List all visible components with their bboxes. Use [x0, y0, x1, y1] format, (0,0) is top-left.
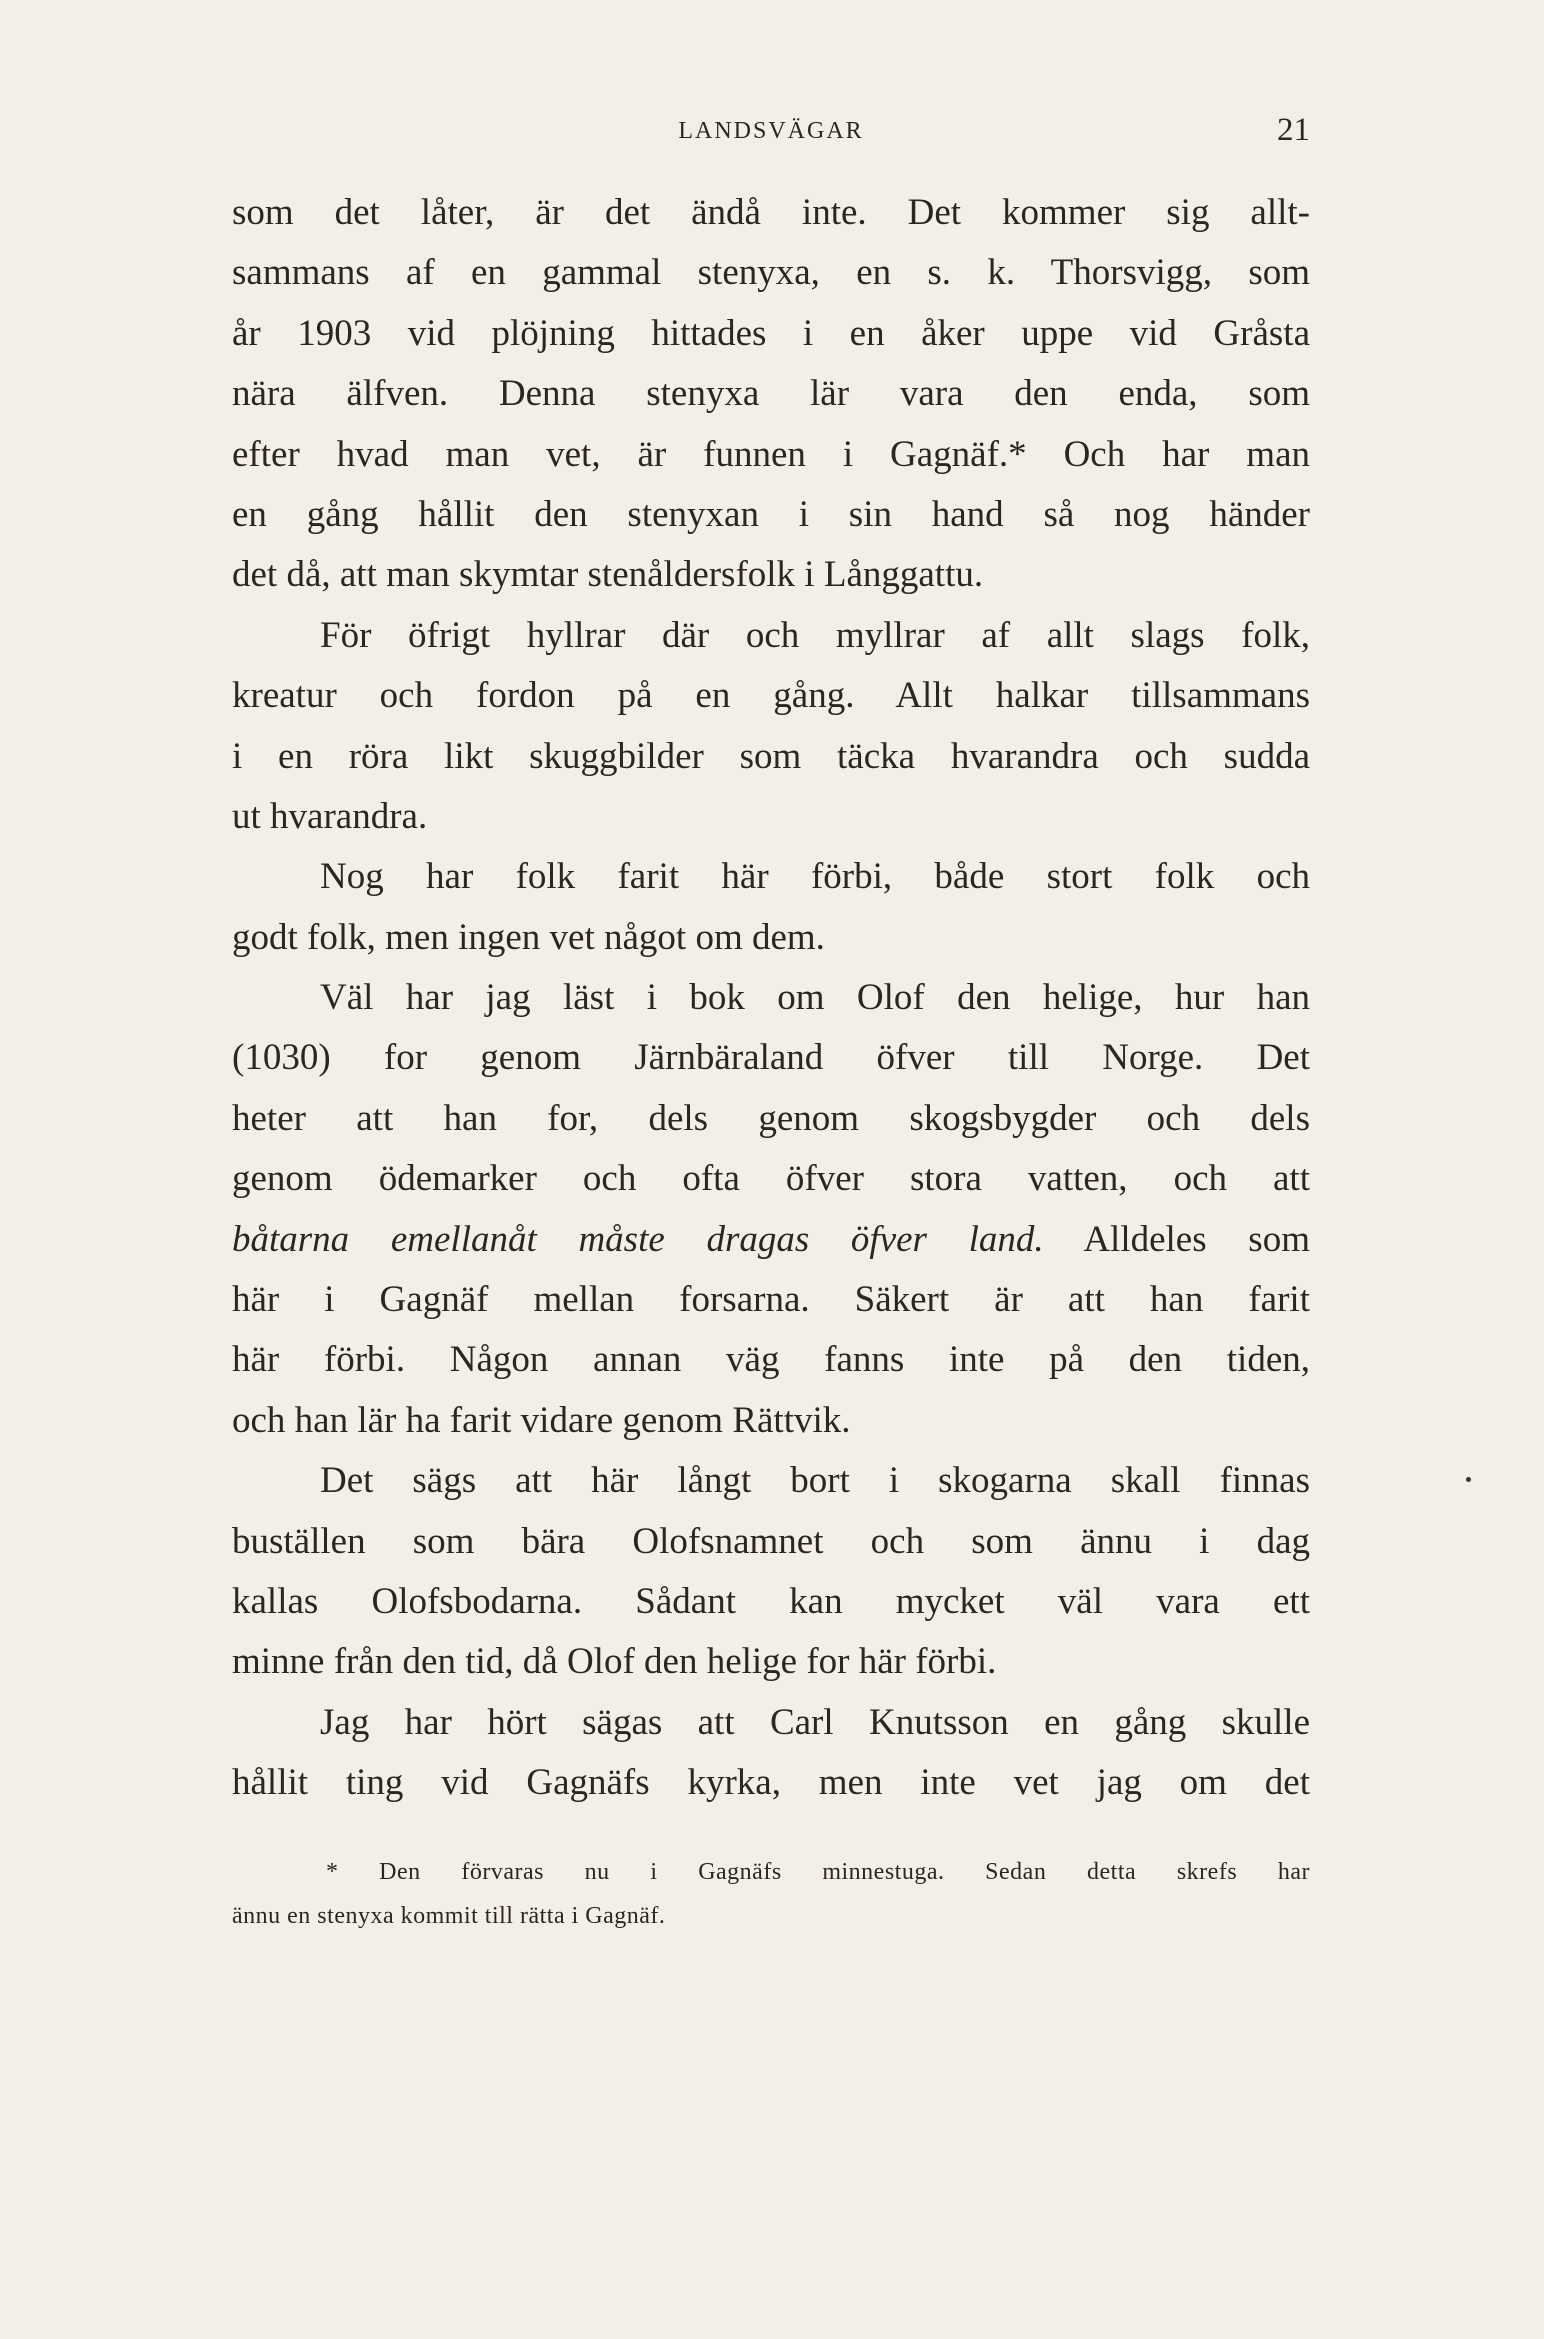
running-title: LANDSVÄGAR: [678, 118, 864, 144]
text-line: kallas Olofsbodarna. Sådant kan mycket väl vara ett: [232, 1580, 1310, 1622]
text-line: genom ödemarker och ofta öfver stora vatten, och att: [232, 1158, 1310, 1200]
text-line: och han lär ha farit vidare genom Rättvik.: [232, 1399, 851, 1441]
text-line: heter att han for, dels genom skogsbygder och dels: [232, 1097, 1310, 1139]
text-line: här förbi. Någon annan väg fanns inte på den tiden,: [232, 1339, 1310, 1381]
text-line: sammans af en gammal stenyxa, en s. k. Thorsvigg, som: [232, 252, 1310, 294]
footnote-line: * Den förvaras nu i Gagnäfs minnestuga. Sedan detta skrefs har: [326, 1859, 1310, 1885]
body-text: [232, 183, 1310, 1814]
text-line: minne från den tid, då Olof den helige for här förbi.: [232, 1641, 997, 1683]
text-line: (1030) for genom Järnbäraland öfver till Norge. Det: [232, 1037, 1310, 1079]
page-number: 21: [1277, 112, 1310, 148]
text-line: kreatur och fordon på en gång. Allt halkar tillsammans: [232, 675, 1310, 717]
text-line: buställen som bära Olofsnamnet och som ännu i dag: [232, 1520, 1310, 1562]
text-line: godt folk, men ingen vet något om dem.: [232, 916, 825, 958]
italic-phrase: båtarna emellanåt måste dragas öfver land.: [232, 1218, 1044, 1260]
text-line: en gång hållit den stenyxan i sin hand så nog händer: [232, 493, 1310, 535]
text-line: efter hvad man vet, är funnen i Gagnäf.* Och har man: [232, 433, 1310, 475]
text-line: det då, att man skymtar stenåldersfolk i Långgattu.: [232, 554, 984, 596]
text-line: För öfrigt hyllrar där och myllrar af allt slags folk,: [320, 614, 1310, 656]
text-line: nära älfven. Denna stenyxa lär vara den enda, som: [232, 373, 1310, 415]
footnote-line: ännu en stenyxa kommit till rätta i Gagnäf.: [232, 1903, 666, 1929]
text-line: år 1903 vid plöjning hittades i en åker uppe vid Gråsta: [232, 312, 1310, 354]
text-line: i en röra likt skuggbilder som täcka hvarandra och sudda: [232, 735, 1310, 777]
line-remainder: Alldeles som: [1043, 1218, 1310, 1260]
text-line: Jag har hört sägas att Carl Knutsson en gång skulle: [320, 1701, 1310, 1743]
text-line: här i Gagnäf mellan forsarna. Säkert är att han farit: [232, 1279, 1310, 1321]
text-line: [232, 1210, 1310, 1270]
footnotes: [232, 1850, 1310, 1938]
text-line: Det sägs att här långt bort i skogarna skall finnas: [320, 1460, 1310, 1502]
text-line: ut hvarandra.: [232, 795, 428, 837]
text-line: som det låter, är det ändå inte. Det kommer sig allt-: [232, 192, 1310, 233]
text-line: Nog har folk farit här förbi, både stort folk och: [320, 856, 1310, 898]
print-speck: [1466, 1477, 1471, 1482]
text-line: Väl har jag läst i bok om Olof den helige, hur han: [320, 977, 1310, 1019]
text-line: hållit ting vid Gagnäfs kyrka, men inte vet jag om det: [232, 1762, 1310, 1804]
running-header: [232, 112, 1310, 152]
